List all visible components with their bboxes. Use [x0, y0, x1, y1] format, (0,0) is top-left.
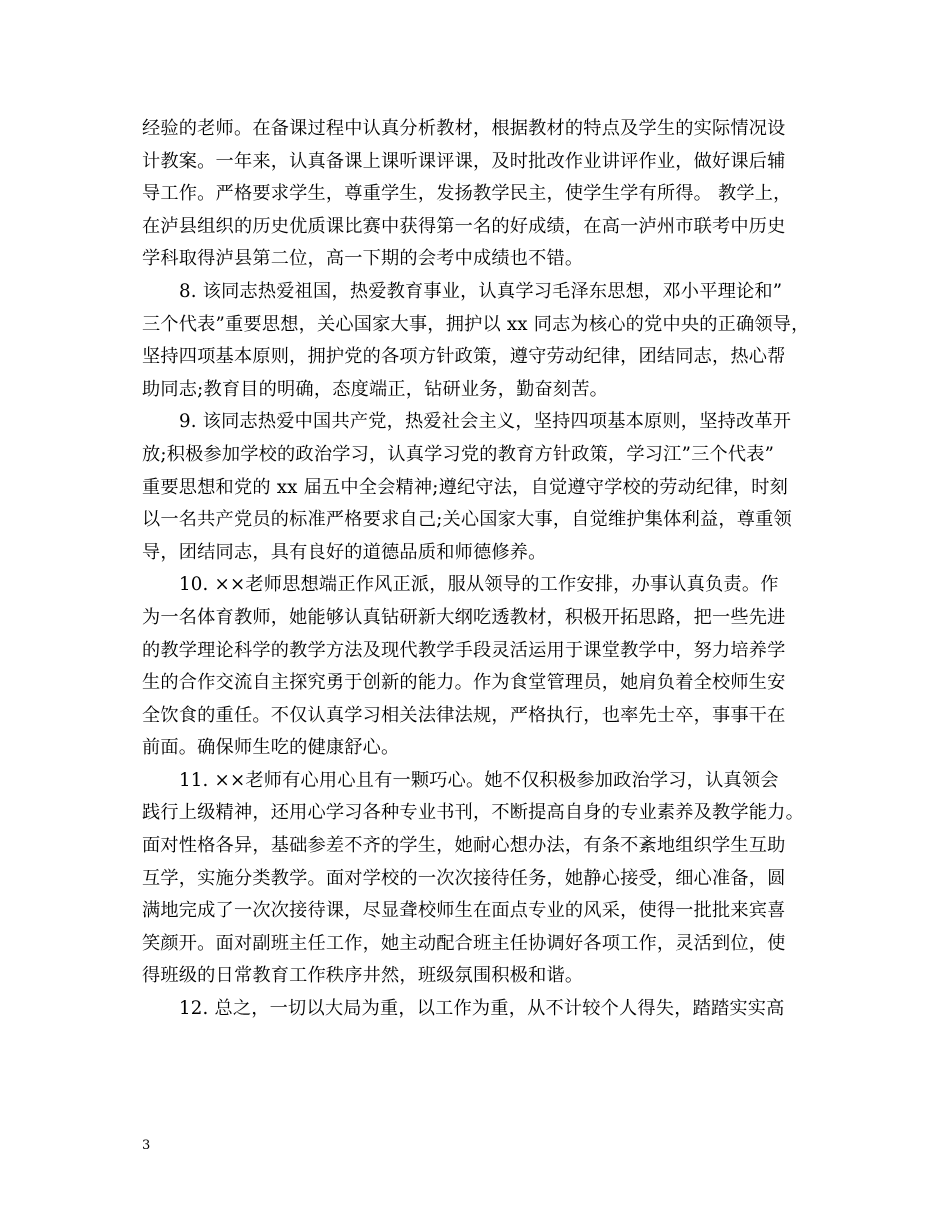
text-line: 11. ××老师有心用心且有一颗巧心。她不仅积极参加政治学习，认真领会 — [179, 769, 779, 791]
text-line: 互学，实施分类教学。面对学校的一次次接待任务，她静心接受，细心准备，圆 — [142, 867, 786, 889]
text-line: 面对性格各异，基础参差不齐的学生，她耐心想办法，有条不紊地组织学生互助 — [142, 835, 786, 857]
paragraph-11 — [142, 765, 812, 993]
page-number: 3 — [142, 1138, 151, 1153]
text-line: 助同志;教育目的明确，态度端正，钻研业务，勤奋刻苦。 — [142, 378, 609, 400]
text-line: 9. 该同志热爱中国共产党，热爱社会主义，坚持四项基本原则，坚持改革开 — [179, 411, 792, 433]
text-line: 前面。确保师生吃的健康舒心。 — [142, 737, 400, 759]
text-line: 得班级的日常教育工作秩序井然，班级氛围积极和谐。 — [142, 965, 584, 987]
text-line: 全饮食的重任。不仅认真学习相关法律法规，严格执行，也率先士卒，事事干在 — [142, 704, 786, 726]
text-line: 导工作。严格要求学生，尊重学生，发扬教学民主，使学生学有所得。 教学上， — [142, 183, 792, 205]
text-line: 践行上级精神，还用心学习各种专业书刊，不断提高自身的专业素养及教学能力。 — [142, 802, 804, 824]
text-line: 三个代表”重要思想，关心国家大事，拥护以 xx 同志为核心的党中央的正确领导， — [142, 313, 810, 335]
text-line: 生的合作交流自主探究勇于创新的能力。作为食堂管理员，她肩负着全校师生安 — [142, 672, 786, 694]
text-line: 为一名体育教师，她能够认真钻研新大纲吃透教材，积极开拓思路，把一些先进 — [142, 606, 786, 628]
paragraph-9 — [142, 406, 812, 569]
text-line: 重要思想和党的 xx 届五中全会精神;遵纪守法，自觉遵守学校的劳动纪律，时刻 — [142, 476, 788, 498]
text-line: 的教学理论科学的教学方法及现代教学手段灵活运用于课堂教学中，努力培养学 — [142, 639, 786, 661]
text-line: 以一名共产党员的标准严格要求自己;关心国家大事，自觉维护集体利益，尊重领 — [142, 509, 792, 531]
text-line: 经验的老师。在备课过程中认真分析教材，根据教材的特点及学生的实际情况设 — [142, 118, 786, 139]
text-line: 学科取得泸县第二位，高一下期的会考中成绩也不错。 — [142, 248, 584, 270]
text-line: 12. 总之，一切以大局为重，以工作为重，从不计较个人得失，踏踏实实高 — [179, 998, 785, 1020]
text-line: 坚持四项基本原则，拥护党的各项方针政策，遵守劳动纪律，团结同志，热心帮 — [142, 346, 786, 368]
paragraph-12 — [142, 993, 812, 1026]
paragraph-8 — [142, 276, 812, 406]
text-line: 笑颜开。面对副班主任工作，她主动配合班主任协调好各项工作，灵活到位，使 — [142, 932, 786, 954]
paragraph-10 — [142, 569, 812, 765]
text-line: 计教案。一年来，认真备课上课听课评课，及时批改作业讲评作业，做好课后辅 — [142, 150, 786, 172]
document-body — [142, 113, 812, 1026]
text-line: 10. ××老师思想端正作风正派，服从领导的工作安排，办事认真负责。作 — [179, 574, 779, 596]
text-line: 8. 该同志热爱祖国，热爱教育事业，认真学习毛泽东思想，邓小平理论和” — [179, 280, 783, 302]
text-line: 满地完成了一次次接待课，尽显聋校师生在面点专业的风采，使得一批批来宾喜 — [142, 900, 786, 922]
text-line: 在泸县组织的历史优质课比赛中获得第一名的好成绩，在高一泸州市联考中历史 — [142, 215, 786, 237]
text-line: 导，团结同志，具有良好的道德品质和师德修养。 — [142, 541, 547, 563]
text-line: 放;积极参加学校的政治学习，认真学习党的教育方针政策，学习江”三个代表” — [142, 443, 775, 465]
paragraph-1 — [142, 113, 812, 276]
